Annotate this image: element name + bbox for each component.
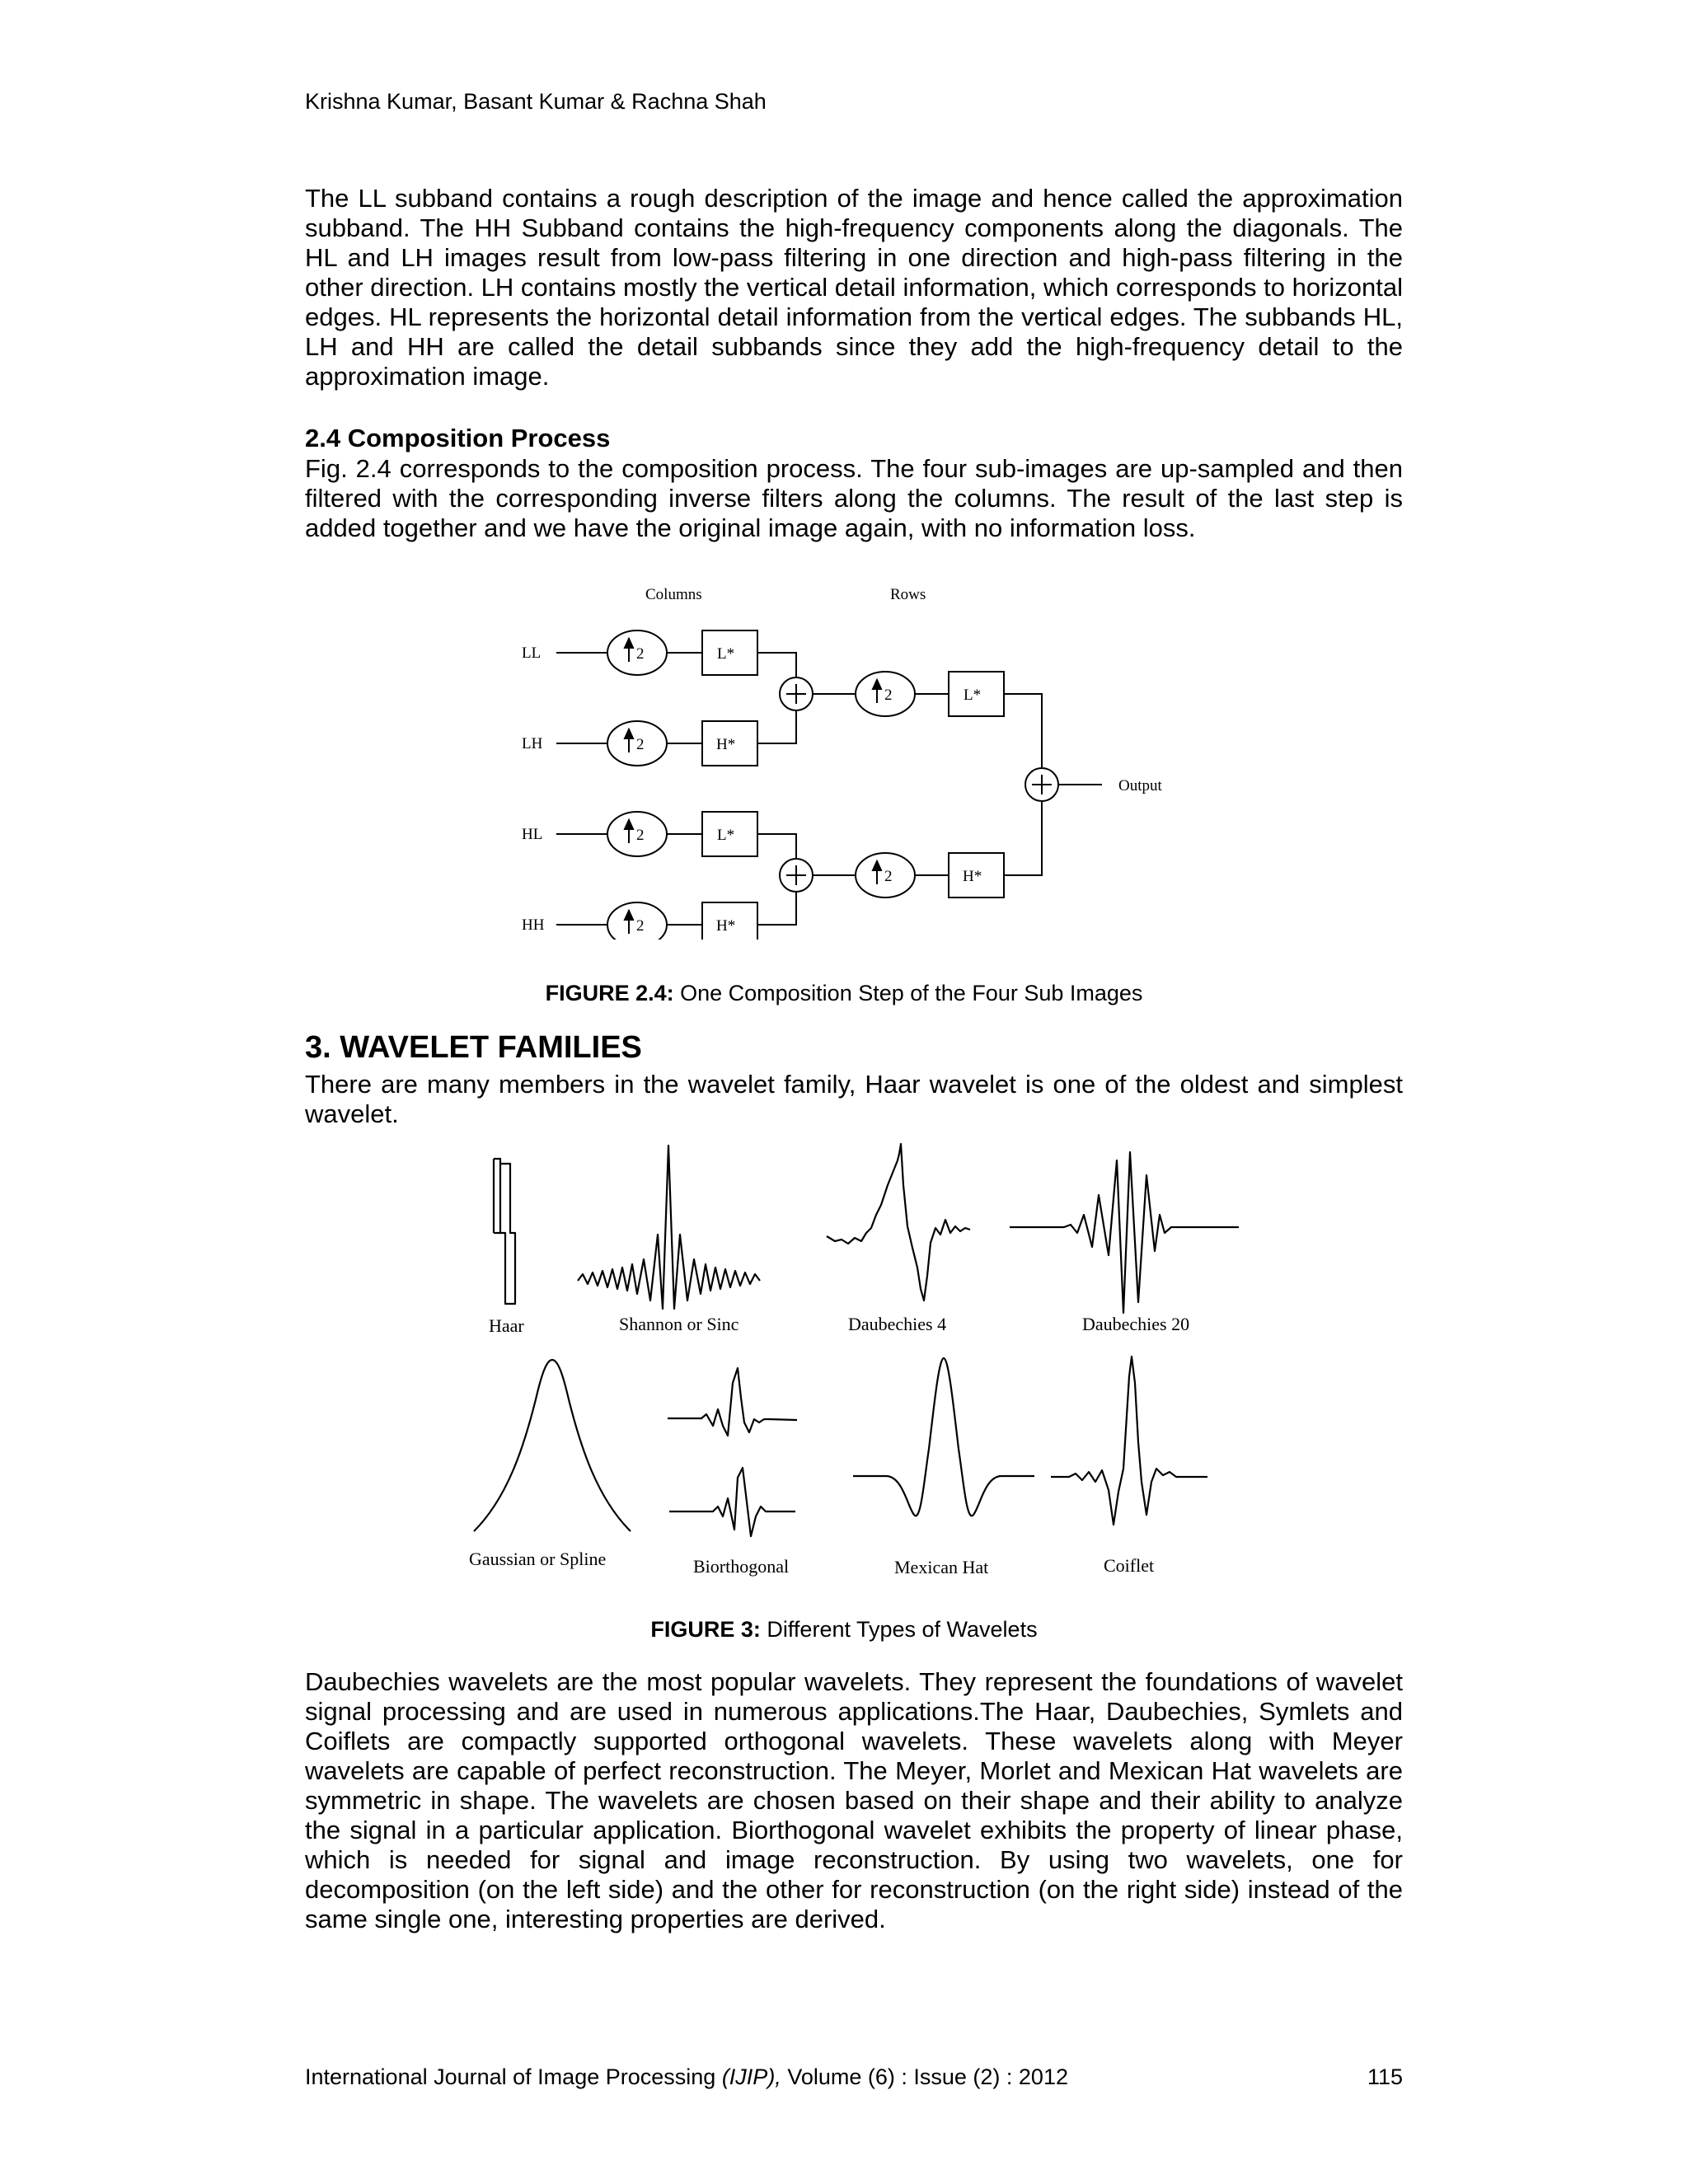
label-daubechies4: Daubechies 4 [848,1314,947,1334]
input-hh: HH [522,916,545,934]
section-heading-3: 3. WAVELET FAMILIES [305,1030,642,1065]
label-coiflet: Coiflet [1104,1555,1155,1576]
input-ll: LL [522,644,542,662]
daubechies20-wavelet-curve [1010,1152,1239,1313]
footer-issue: Volume (6) : Issue (2) : 2012 [781,2064,1068,2089]
haar-wavelet-curve [494,1159,515,1304]
figure-3-caption: FIGURE 3: Different Types of Wavelets [650,1617,1038,1642]
paragraph-wavelet-families: There are many members in the wavelet family, Haar wavelet is one of the oldest and simplest wavelet. [305,1070,1403,1128]
filter-label: H* [716,917,736,935]
label-biorthogonal: Biorthogonal [693,1556,790,1577]
mexican-hat-wavelet-curve [853,1358,1034,1516]
daubechies4-wavelet-curve [827,1144,970,1301]
upsample-factor: 2 [636,736,645,753]
sinc-wavelet-curve [578,1146,760,1309]
filter-label: L* [964,687,982,704]
upsample-factor: 2 [884,868,893,885]
paragraph-daubechies: Daubechies wavelets are the most popular wavelets. They represent the foundations of wavelet signal processing and are used in numerous applications.The Haar, Daubechies, Symlets and Coiflets are compactly supported orthogonal wavelets. These wavelets along with Meyer wavelets are capable of perfect reconstruction. The Meyer, Morlet and Mexican Hat wavelets are symmetric in shape. The wavelets are chosen based on their shape and their ability to analyze the signal in a particular application. Biorthogonal wavelet exhibits the property of linear phase, which is needed for signal and image reconstruction. By using two wavelets, one for decomposition (on the left side) and the other for reconstruction (on the right side) instead of the same single one, interesting properties are derived. [305,1667,1403,1933]
coiflet-wavelet-curve [1051,1357,1207,1525]
output-label: Output [1118,777,1162,794]
upsample-factor: 2 [636,917,645,935]
filter-label: H* [716,736,736,753]
upsample-factor: 2 [636,645,645,663]
input-lh: LH [522,735,543,752]
label-rows: Rows [890,586,926,603]
input-hl: HL [522,826,543,843]
section-heading-2-4: 2.4 Composition Process [305,424,611,452]
running-header: Krishna Kumar, Basant Kumar & Rachna Shah [305,89,767,114]
gaussian-wavelet-curve [474,1360,631,1531]
filter-label: L* [717,827,735,844]
paragraph-composition: Fig. 2.4 corresponds to the composition process. The four sub-images are up-sampled and then filtered with the corresponding inverse filters along the columns. The result of the last step is added together and we have the original image again, with no information loss. [305,454,1403,542]
label-sinc: Shannon or Sinc [619,1314,739,1334]
label-daubechies20: Daubechies 20 [1082,1314,1190,1334]
footer-journal: International Journal of Image Processing [305,2064,716,2089]
upsample-factor: 2 [636,827,645,844]
page-footer [305,2064,1403,2090]
filter-label: L* [717,645,735,663]
footer-abbr: (IJIP), [721,2064,781,2089]
paragraph-subbands: The LL subband contains a rough description of the image and hence called the approximation subband. The HH Subband contains the high-frequency components along the diagonals. The HL and LH images result from low-pass filtering in one direction and high-pass filtering in the other direction. LH contains mostly the vertical detail information, which corresponds to horizontal edges. HL represents the horizontal detail information from the vertical edges. The subbands HL, LH and HH are called the detail subbands since they add the high-frequency detail to the approximation image. [305,184,1403,391]
upsample-factor: 2 [884,687,893,704]
figure-wavelet-types [457,1136,1245,1589]
label-haar: Haar [489,1315,524,1336]
figure-2-4-caption: FIGURE 2.4: One Composition Step of the Four Sub Images [545,981,1143,1005]
page-number: 115 [1367,2064,1403,2089]
label-mexican-hat: Mexican Hat [894,1557,989,1577]
figure-composition-diagram [495,573,1187,940]
biorthogonal-wavelet-curve [669,1468,795,1536]
biorthogonal-wavelet-curve [668,1368,797,1436]
filter-label: H* [963,868,982,885]
label-gaussian: Gaussian or Spline [469,1549,607,1569]
label-columns: Columns [645,586,702,603]
